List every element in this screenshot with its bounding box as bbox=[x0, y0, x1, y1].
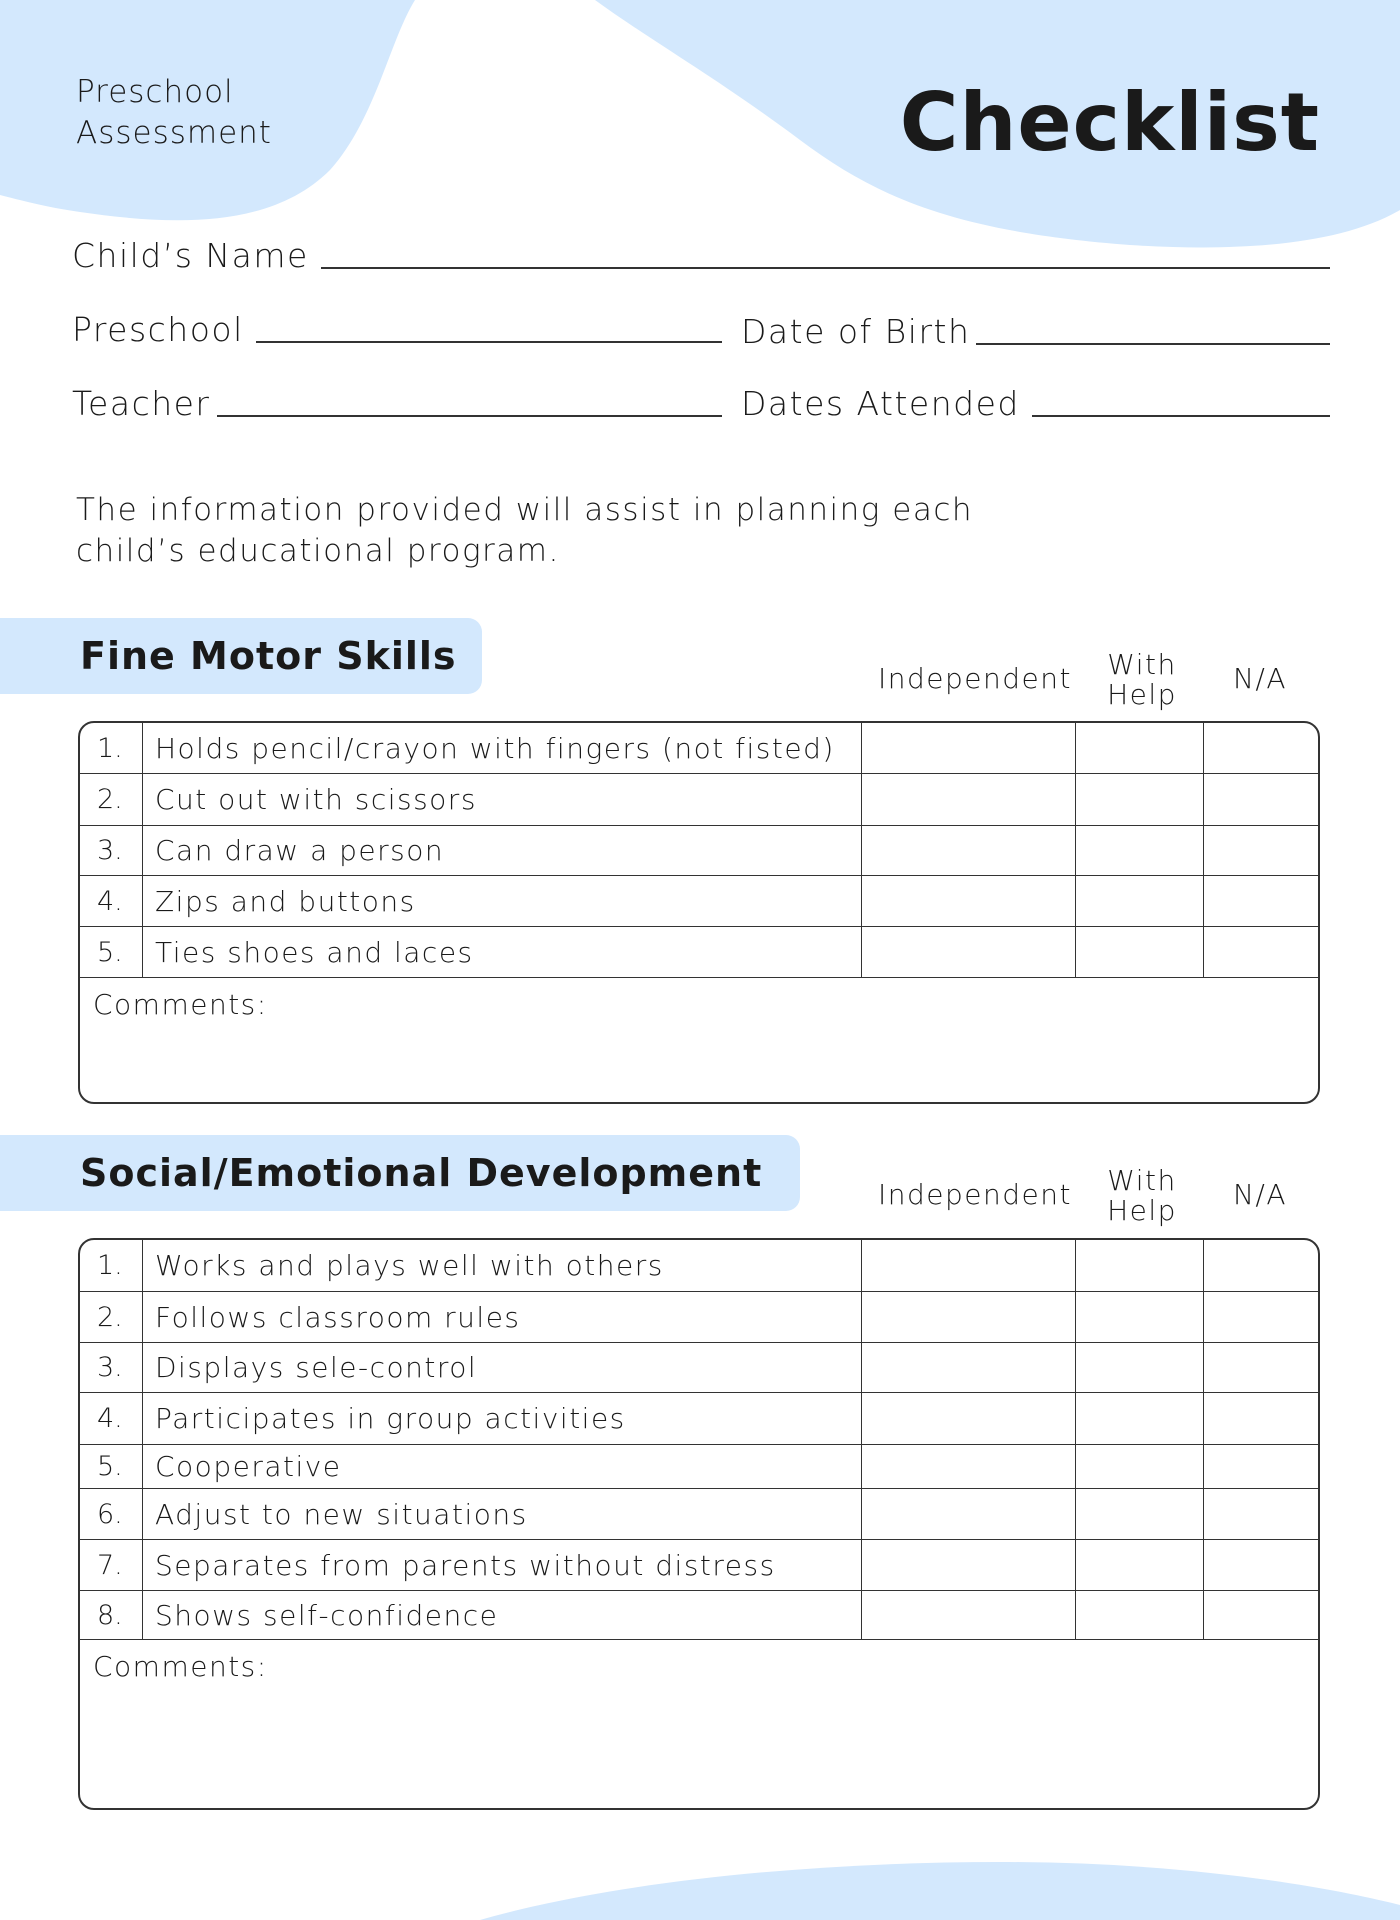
independent-checkbox[interactable] bbox=[862, 1540, 1076, 1590]
item-text: Separates from parents without distress bbox=[143, 1540, 862, 1590]
dates-attended-field[interactable] bbox=[741, 384, 1330, 423]
with-help-checkbox[interactable] bbox=[1076, 1343, 1204, 1392]
child-name-field[interactable] bbox=[72, 236, 1330, 275]
dob-line[interactable] bbox=[976, 343, 1330, 345]
item-text: Ties shoes and laces bbox=[143, 927, 862, 977]
item-text: Displays sele-control bbox=[143, 1343, 862, 1392]
comments-label: Comments: bbox=[93, 988, 268, 1021]
intro-text: The information provided will assist in planning each child’s educational program. bbox=[76, 492, 974, 569]
section-header-fine-motor bbox=[0, 618, 482, 694]
col-na: N/A bbox=[1232, 1178, 1288, 1211]
item-text: Can draw a person bbox=[143, 826, 862, 875]
section-title: Fine Motor Skills bbox=[80, 634, 457, 678]
child-name-line[interactable] bbox=[321, 267, 1330, 269]
preschool-line[interactable] bbox=[256, 341, 722, 343]
with-help-checkbox[interactable] bbox=[1076, 826, 1204, 875]
independent-checkbox[interactable] bbox=[862, 826, 1076, 875]
item-number: 5. bbox=[80, 927, 143, 977]
na-checkbox[interactable] bbox=[1204, 1240, 1318, 1291]
item-text: Participates in group activities bbox=[143, 1393, 862, 1444]
table-row bbox=[80, 1240, 1318, 1292]
na-checkbox[interactable] bbox=[1204, 826, 1318, 875]
item-number: 2. bbox=[80, 774, 143, 825]
preschool-field[interactable] bbox=[72, 310, 722, 349]
with-help-checkbox[interactable] bbox=[1076, 876, 1204, 926]
teacher-label: Teacher bbox=[72, 384, 211, 423]
item-number: 3. bbox=[80, 1343, 143, 1392]
independent-checkbox[interactable] bbox=[862, 1292, 1076, 1342]
col-with-help: With Help bbox=[1107, 1164, 1177, 1227]
table-row bbox=[80, 1292, 1318, 1343]
independent-checkbox[interactable] bbox=[862, 927, 1076, 977]
independent-checkbox[interactable] bbox=[862, 1489, 1076, 1539]
independent-checkbox[interactable] bbox=[862, 1393, 1076, 1444]
comments-area[interactable] bbox=[80, 978, 1318, 1021]
child-name-label: Child’s Name bbox=[72, 236, 309, 275]
bottom-blob bbox=[480, 1862, 1400, 1920]
table-row bbox=[80, 1540, 1318, 1591]
table-row bbox=[80, 927, 1318, 978]
dates-attended-line[interactable] bbox=[1032, 415, 1330, 417]
col-independent: Independent bbox=[878, 1178, 1072, 1211]
item-text: Shows self-confidence bbox=[143, 1591, 862, 1639]
na-checkbox[interactable] bbox=[1204, 1445, 1318, 1488]
teacher-line[interactable] bbox=[217, 415, 722, 417]
table-row bbox=[80, 1393, 1318, 1445]
comments-area[interactable] bbox=[80, 1640, 1318, 1683]
independent-checkbox[interactable] bbox=[862, 1343, 1076, 1392]
na-checkbox[interactable] bbox=[1204, 876, 1318, 926]
with-help-checkbox[interactable] bbox=[1076, 1240, 1204, 1291]
na-checkbox[interactable] bbox=[1204, 1489, 1318, 1539]
na-checkbox[interactable] bbox=[1204, 1292, 1318, 1342]
item-number: 8. bbox=[80, 1591, 143, 1639]
item-number: 4. bbox=[80, 1393, 143, 1444]
with-help-checkbox[interactable] bbox=[1076, 1540, 1204, 1590]
na-checkbox[interactable] bbox=[1204, 1591, 1318, 1639]
na-checkbox[interactable] bbox=[1204, 1343, 1318, 1392]
item-number: 2. bbox=[80, 1292, 143, 1342]
social-emotional-table bbox=[78, 1238, 1320, 1810]
dob-label: Date of Birth bbox=[741, 312, 971, 351]
comments-label: Comments: bbox=[93, 1650, 268, 1683]
item-number: 7. bbox=[80, 1540, 143, 1590]
table-row bbox=[80, 1343, 1318, 1393]
with-help-checkbox[interactable] bbox=[1076, 774, 1204, 825]
with-help-checkbox[interactable] bbox=[1076, 723, 1204, 773]
table-row bbox=[80, 1591, 1318, 1640]
section-header-social-emotional bbox=[0, 1135, 800, 1211]
na-checkbox[interactable] bbox=[1204, 774, 1318, 825]
with-help-checkbox[interactable] bbox=[1076, 1591, 1204, 1639]
item-number: 4. bbox=[80, 876, 143, 926]
table-row bbox=[80, 1445, 1318, 1489]
col-independent: Independent bbox=[878, 662, 1072, 695]
na-checkbox[interactable] bbox=[1204, 1393, 1318, 1444]
section-title: Social/Emotional Development bbox=[80, 1151, 763, 1195]
independent-checkbox[interactable] bbox=[862, 1240, 1076, 1291]
assessment-subtitle: Preschool Assessment bbox=[76, 74, 272, 151]
item-text: Cooperative bbox=[143, 1445, 862, 1488]
with-help-checkbox[interactable] bbox=[1076, 1393, 1204, 1444]
table-row bbox=[80, 774, 1318, 826]
with-help-checkbox[interactable] bbox=[1076, 1445, 1204, 1488]
na-checkbox[interactable] bbox=[1204, 1540, 1318, 1590]
dob-field[interactable] bbox=[741, 312, 1330, 351]
item-text: Works and plays well with others bbox=[143, 1240, 862, 1291]
item-text: Cut out with scissors bbox=[143, 774, 862, 825]
dates-attended-label: Dates Attended bbox=[741, 384, 1020, 423]
table-row bbox=[80, 876, 1318, 927]
item-text: Adjust to new situations bbox=[143, 1489, 862, 1539]
item-number: 6. bbox=[80, 1489, 143, 1539]
table-row bbox=[80, 826, 1318, 876]
with-help-checkbox[interactable] bbox=[1076, 1489, 1204, 1539]
independent-checkbox[interactable] bbox=[862, 1445, 1076, 1488]
col-with-help: With Help bbox=[1107, 648, 1177, 711]
fine-motor-table bbox=[78, 721, 1320, 1104]
independent-checkbox[interactable] bbox=[862, 1591, 1076, 1639]
item-number: 5. bbox=[80, 1445, 143, 1488]
teacher-field[interactable] bbox=[72, 384, 722, 423]
item-number: 3. bbox=[80, 826, 143, 875]
item-number: 1. bbox=[80, 1240, 143, 1291]
na-checkbox[interactable] bbox=[1204, 723, 1318, 773]
col-na: N/A bbox=[1232, 662, 1288, 695]
na-checkbox[interactable] bbox=[1204, 927, 1318, 977]
independent-checkbox[interactable] bbox=[862, 774, 1076, 825]
table-row bbox=[80, 723, 1318, 774]
independent-checkbox[interactable] bbox=[862, 876, 1076, 926]
table-row bbox=[80, 1489, 1318, 1540]
page-title: Checklist bbox=[899, 76, 1320, 169]
independent-checkbox[interactable] bbox=[862, 723, 1076, 773]
with-help-checkbox[interactable] bbox=[1076, 927, 1204, 977]
item-text: Holds pencil/crayon with fingers (not fisted) bbox=[143, 723, 862, 773]
with-help-checkbox[interactable] bbox=[1076, 1292, 1204, 1342]
item-text: Follows classroom rules bbox=[143, 1292, 862, 1342]
item-text: Zips and buttons bbox=[143, 876, 862, 926]
preschool-label: Preschool bbox=[72, 310, 244, 349]
item-number: 1. bbox=[80, 723, 143, 773]
